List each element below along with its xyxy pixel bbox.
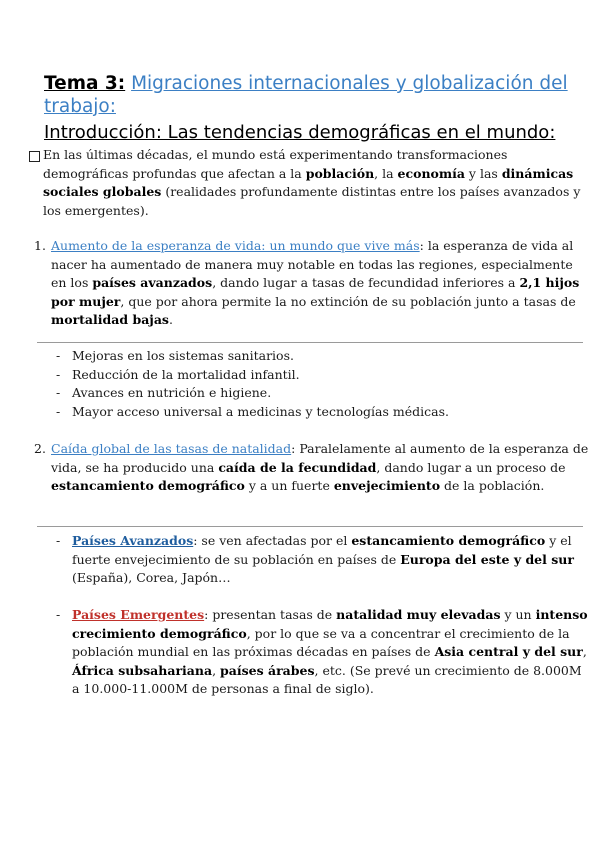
title-label: Tema 3: xyxy=(44,73,126,94)
divider xyxy=(37,342,583,343)
list-item xyxy=(56,366,586,385)
avanzados-text: y el fuerte envejecimiento de su población en países de xyxy=(72,533,572,567)
intro-bold: economía xyxy=(397,165,465,181)
dash-marker: - xyxy=(56,533,61,548)
emergentes-text: , etc. (Se prevé un crecimiento de 8.000M a 10.000-11.000M de personas a final de siglo). xyxy=(72,662,582,696)
avanzados-bold: estancamiento demográfico xyxy=(351,533,546,548)
intro-text: En las últimas décadas, el mundo está experimentando transformaciones demográficas profundas que afectan a la xyxy=(43,147,508,181)
list-item-text: Avances en nutrición e higiene. xyxy=(72,385,272,400)
title-link[interactable]: Migraciones internacionales y globalización del trabajo: xyxy=(44,73,568,117)
intro-text: , la xyxy=(374,165,398,181)
emergentes-bold: natalidad muy elevadas xyxy=(336,607,501,622)
section-2-text: y a un fuerte xyxy=(244,478,334,493)
emergentes-bold: África subsahariana xyxy=(72,662,213,678)
section-2-text: : Paralelamente al aumento de la esperanza de vida, se ha producido una xyxy=(51,441,589,475)
list-item xyxy=(56,347,586,366)
intro-bold: población xyxy=(305,165,375,181)
section-1-bold: países avanzados xyxy=(92,275,213,290)
emergentes-text: : presentan tasas de xyxy=(204,607,337,622)
emergentes-text: y un xyxy=(500,607,536,622)
divider xyxy=(37,526,583,527)
avanzados-bold: Europa del este y del sur xyxy=(400,551,574,567)
section-2-bold: estancamiento demográfico xyxy=(51,478,245,493)
intro-paragraph xyxy=(43,146,591,220)
emergentes-text: , xyxy=(582,644,587,659)
dash-marker: - xyxy=(56,366,61,382)
emergentes-text: , por lo que se va a concentrar el crecimiento de la población mundial en las próximas décadas en países de xyxy=(72,625,570,659)
section-1-bold: 2,1 hijos por mujer xyxy=(51,275,580,309)
list-item-text: Mejoras en los sistemas sanitarios. xyxy=(72,348,294,363)
list-item xyxy=(56,384,586,403)
emergentes-bold: países árabes xyxy=(220,662,315,678)
avanzados-text: : se ven afectadas por el xyxy=(193,533,352,548)
section-1-bold: mortalidad bajas xyxy=(51,312,169,327)
list-number-2: 2. xyxy=(34,441,46,456)
section-2-bold: caída de la fecundidad xyxy=(218,459,377,475)
section-2-paragraph xyxy=(51,440,591,496)
intro-text: y las xyxy=(464,165,502,181)
checkbox-icon xyxy=(29,151,40,162)
avanzados-item xyxy=(56,532,591,588)
intro-bold: dinámicas sociales globales xyxy=(43,165,574,199)
list-item-text: Reducción de la mortalidad infantil. xyxy=(72,366,300,382)
section-1-text: . xyxy=(168,312,173,327)
bullet-list xyxy=(56,347,586,421)
list-item xyxy=(56,403,586,422)
section-subtitle: Introducción: Las tendencias demográficas en el mundo: xyxy=(44,122,556,143)
intro-text: (realidades profundamente distintas entre los países avanzados y los emergentes). xyxy=(43,184,581,218)
dash-marker: - xyxy=(56,607,61,622)
section-1-text: , dando lugar a tasas de fecundidad inferiores a xyxy=(212,275,520,290)
emergentes-link[interactable]: Países Emergentes xyxy=(72,607,205,622)
page-title xyxy=(44,72,589,118)
emergentes-text: , xyxy=(212,662,221,678)
avanzados-link[interactable]: Países Avanzados xyxy=(72,533,194,548)
section-1-text: : la esperanza de vida al nacer ha aumentado de manera muy notable en todas las regiones, especialmente en los xyxy=(51,238,574,290)
section-1-text: , que por ahora permite la no extinción de su población junto a tasas de xyxy=(120,293,576,309)
dash-marker: - xyxy=(56,348,61,363)
avanzados-text: (España), Corea, Japón… xyxy=(72,570,231,585)
emergentes-bold: intenso crecimiento demográfico xyxy=(72,607,588,641)
emergentes-item xyxy=(56,606,591,699)
emergentes-bold: Asia central y del sur xyxy=(434,644,583,659)
section-2-text: de la población. xyxy=(440,478,545,493)
list-number-1: 1. xyxy=(34,238,46,253)
section-1-paragraph xyxy=(51,237,591,330)
section-1-link[interactable]: Aumento de la esperanza de vida: un mundo que vive más xyxy=(51,238,420,253)
section-2-link[interactable]: Caída global de las tasas de natalidad xyxy=(51,441,292,456)
dash-marker: - xyxy=(56,403,61,419)
list-item-text: Mayor acceso universal a medicinas y tecnologías médicas. xyxy=(72,403,449,419)
section-2-text: , dando lugar a un proceso de xyxy=(376,459,566,475)
dash-marker: - xyxy=(56,385,61,400)
section-2-bold: envejecimiento xyxy=(333,478,441,493)
